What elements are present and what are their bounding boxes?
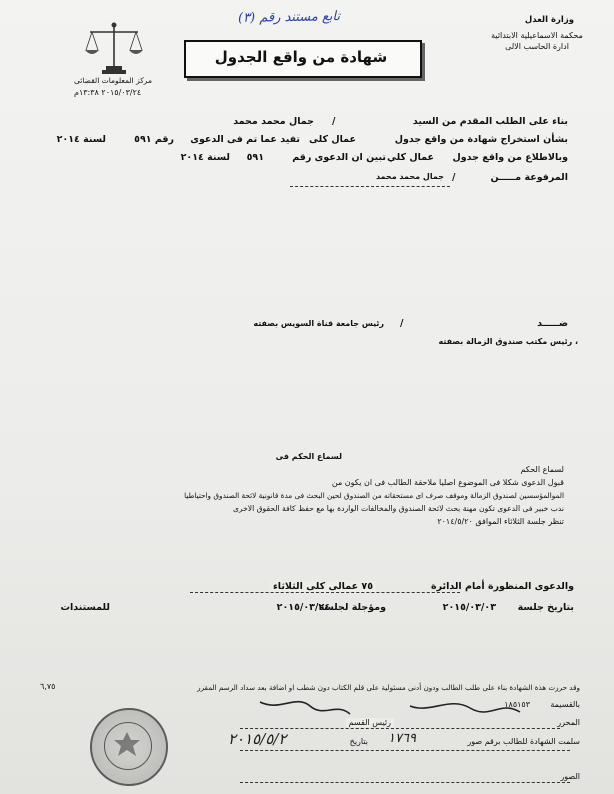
divider	[290, 186, 450, 187]
case-year-2: لسنة ٢٠١٤	[180, 152, 230, 163]
divider	[240, 750, 570, 751]
date-label: بتاريخ	[349, 737, 368, 746]
judgment-line: الموالمؤسسين لصندوق الزمالة وموقف صرف اى مستحقاته من الصندوق لحين البحث فى مدة قانونية لائحة الصندوق واحتياطيا	[184, 491, 564, 500]
divider	[240, 728, 560, 729]
images-label: الصور	[560, 772, 580, 781]
register-type: عمال كلى	[309, 134, 356, 145]
session-label: بتاريخ جلسة	[517, 602, 574, 613]
against-label: ضـــــد	[537, 318, 568, 329]
delivered-label: سلمت الشهادة للطالب برقم صور	[467, 737, 580, 746]
case-year: لسنة ٢٠١٤	[56, 134, 106, 145]
postponed-date: ٢٠١٥/٠٣/٢٤	[276, 602, 330, 613]
receipt-label: بالقسيمة	[550, 700, 580, 709]
defendant-2: ، رئيس مكتب صندوق الزمالة بصفته	[438, 337, 578, 346]
circuit-label: والدعوى المنظورة أمام الدائرة	[431, 581, 574, 592]
case-number-2: ٥٩١	[246, 152, 264, 163]
section-head-label: رئيس القسم	[346, 718, 394, 727]
postponed-reason: للمستندات	[60, 602, 110, 613]
divider	[240, 782, 570, 783]
judgment-line: قبول الدعوى شكلا فى الموضوع اصليا ملاحقة الطالب فى ان يكون من	[331, 478, 564, 487]
judgment-line: تنظر جلسة الثلاثاء الموافق ٢٠١٤/٥/٢٠	[437, 517, 564, 526]
request-label: بناء على الطلب المقدم من السيد	[412, 116, 568, 127]
circuit-value: ٧٥ عمالى كلى الثلاثاء	[270, 581, 376, 592]
purpose-detail: تفيد عما تم فى الدعوى	[190, 134, 300, 145]
handwritten-date: ٢٠١٥/٥/٢	[228, 730, 287, 748]
case-number: رقم ٥٩١	[134, 134, 174, 145]
signature-mark	[240, 694, 540, 724]
register-type-2: عمال كلي	[387, 152, 434, 163]
department-name: ادارة الحاسب الالى	[505, 42, 569, 51]
court-name: محكمة الاسماعيلية الابتدائية	[491, 31, 583, 40]
applicant-name: جمال محمد محمد	[233, 116, 314, 127]
raised-from-label: المرفوعة مـــــن	[490, 172, 568, 183]
handwritten-note: تابع مستند رقم (٣)	[237, 9, 341, 26]
court-info	[482, 30, 592, 52]
receipt-number: ١٨٥١٥٣	[504, 700, 530, 709]
finding-label: تبين ان الدعوى رقم	[292, 152, 386, 163]
issued-note: وقد حررت هذة الشهادة بناء على طلب الطالب ودون أدنى مسئولية على قلم الكتاب دون شطب او اضافة بعد سداد الرسم المقرر	[197, 683, 580, 692]
raised-from-value: جمال محمد محمد	[375, 172, 444, 181]
print-timestamp: ٢٠١٥/٠٣/٢٤ ١٣:٣٨م	[74, 88, 142, 97]
fee-value: ٦,٧٥	[40, 682, 56, 691]
review-label: وبالاطلاع من واقع جدول	[452, 152, 568, 163]
editor-label: المحرر	[557, 718, 580, 727]
scales-of-justice-icon	[84, 20, 144, 76]
purpose-label: بشأن استخراج شهادة من واقع جدول	[394, 134, 568, 145]
defendant-1: رئيس جامعة قناة السويس بصفته	[253, 319, 384, 328]
divider	[190, 592, 460, 593]
handwritten-copy-number: ١٧٦٩	[388, 731, 416, 746]
center-label: مركز المعلومات القضائى	[74, 76, 152, 85]
eagle-emblem-icon	[110, 728, 144, 762]
judgment-line: ندب خبير فى الدعوى تكون مهنة بحث لائحة الصندوق والمخالفات الواردة بها مع حفظ كافة الحقوق الاخرى	[232, 504, 564, 513]
postponed-label: ومؤجلة لجلسة	[318, 602, 386, 613]
page-title: شهادة من واقع الجدول	[214, 48, 388, 66]
ministry-label: وزارة العدل	[524, 15, 574, 25]
judgment-line: لسماع الحكم	[520, 465, 564, 474]
judgment-heading: لسماع الحكم فى	[275, 452, 342, 461]
session-date: ٢٠١٥/٠٣/٠٣	[442, 602, 496, 613]
certificate-page: وزارة العدل محكمة الاسماعيلية الابتدائية ادارة الحاسب الالى تابع مستند رقم (٣) شهادة من واقع الجدول مركز المعلومات القضائى ٢٠١٥/٠٣/٢٤ ١٣:٣٨م بناء على الطلب المقدم من السيد / جمال محمد محمد بشأن استخراج شهادة من واقع جدول عمال كلى تفيد عما تم فى الدعوى رقم ٥٩١ لسنة ٢٠١٤ وبالاطلاع من واقع جدول عمال كلي تبين ان الدعوى رقم ٥٩١ لسنة ٢٠١٤ المرفوعة مـــــن / جمال محمد محمد ضـــــد / رئيس جامعة قناة السويس بصفته ، رئيس مكتب صندوق الزمالة بصفته لسماع الحكم فى لسماع الحكم قبول الدعوى شكلا فى الموضوع اصليا ملاحقة الطالب فى ان يكون من الموالمؤسسين لصندوق الزمالة وموقف صرف اى مستحقاته من الصندوق لحين البحث فى مدة قانونية لائحة الصندوق واحتياطيا ندب خبير فى الدعوى تكون مهنة بحث لائحة الصندوق والمخالفات الواردة بها مع حفظ كافة الحقوق الاخرى تنظر جلسة الثلاثاء الموافق ٢٠١٤/٥/٢٠ والدعوى المنظورة أمام الدائرة ٧٥ عمالى كلى الثلاثاء بتاريخ جلسة ٢٠١٥/٠٣/٠٣ ومؤجلة لجلسة ٢٠١٥/٠٣/٢٤ للمستندات وقد حررت هذة الشهادة بناء على طلب الطالب ودون أدنى مسئولية على قلم الكتاب دون شطب او اضافة بعد سداد الرسم المقرر ٦,٧٥ بالقسيمة ١٨٥١٥٣ المحرر رئيس القسم سلمت الشهادة للطالب برقم صور ١٧٦٩ بتاريخ ٢٠١٥/٥/٢ الصور	[0, 0, 614, 794]
